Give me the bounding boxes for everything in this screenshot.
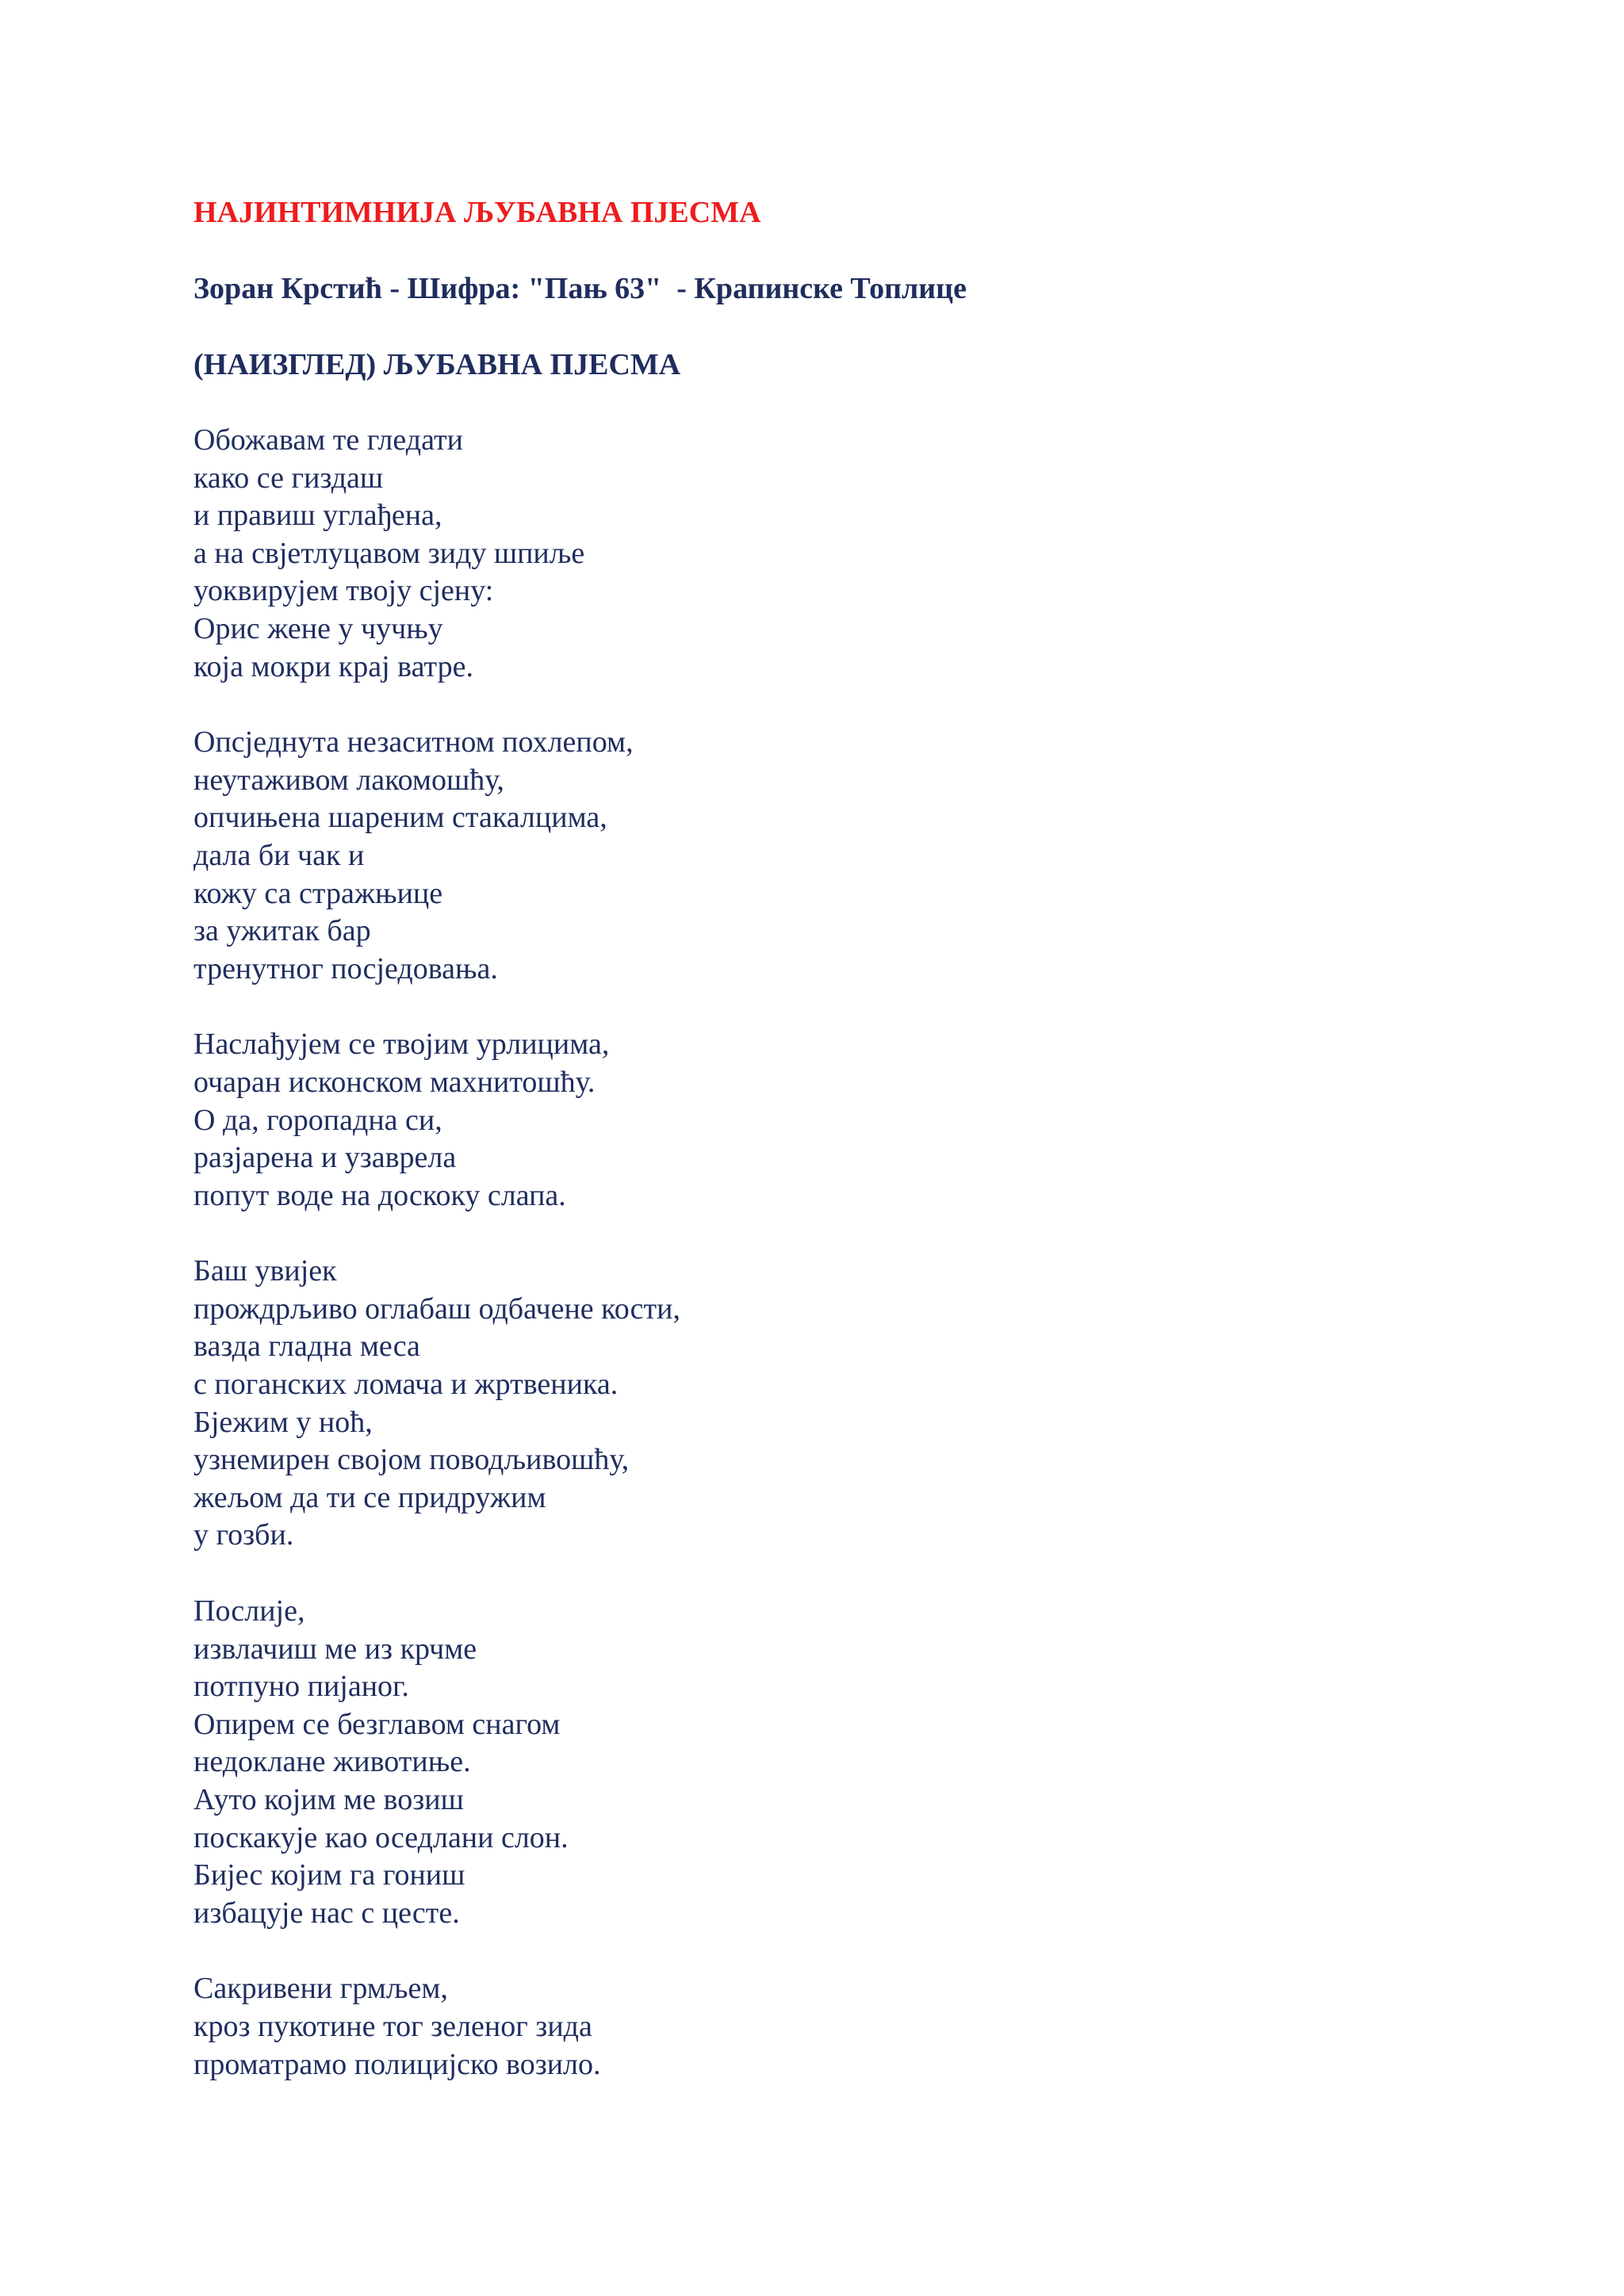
poem-line: Обожавам те гледати <box>193 423 463 457</box>
poem-line: очаран исконском махнитошћу. <box>193 1065 596 1099</box>
poem-line: неутаживом лакомошћу, <box>193 763 504 797</box>
poem-line: извлачиш ме из крчме <box>193 1632 477 1666</box>
poem-line: жељом да ти се придружим <box>193 1480 546 1514</box>
poem-line: Баш увијек <box>193 1254 337 1288</box>
poem-body <box>193 422 1462 2084</box>
poem-title: НАЈИНТИМНИЈА ЉУБАВНА ПЈЕСМА <box>193 196 761 229</box>
poem-line: узнемирен својом поводљивошћу, <box>193 1443 630 1477</box>
poem-line: Ауто којим ме возиш <box>193 1783 464 1816</box>
poem-line: поскакује као оседлани слон. <box>193 1820 569 1854</box>
document-content <box>193 193 1462 2122</box>
poem-line: с поганских ломача и жртвеника. <box>193 1368 619 1402</box>
poem-line: Бјежим у ноћ, <box>193 1405 373 1439</box>
poem-line: Сакривени грмљем, <box>193 1972 448 2006</box>
poem-line: вазда гладна меса <box>193 1330 420 1364</box>
poem-line: кроз пукотине тог зеленог зида <box>193 2009 592 2043</box>
poem-line: Опирем се безглавом снагом <box>193 1707 561 1741</box>
poem-line: Опсједнута незаситном похлепом, <box>193 725 634 760</box>
poem-line: проматрамо полицијско возило. <box>193 2047 601 2081</box>
poem-stanza <box>193 724 1462 988</box>
poem-line: О да, горопадна си, <box>193 1103 442 1137</box>
poem-line: која мокри крај ватре. <box>193 649 473 683</box>
poem-line: попут воде на доскоку слапа. <box>193 1178 566 1212</box>
poem-line: како се гиздаш <box>193 461 384 495</box>
poem-line: а на свјетлуцавом зиду шпиље <box>193 536 585 570</box>
poem-line: у гозби. <box>193 1518 294 1552</box>
poem-line: недоклане животиње. <box>193 1745 471 1779</box>
author-byline: Зоран Крстић - Шифра: "Пањ 63" - Крапинске Топлице <box>193 272 967 305</box>
poem-subtitle: (НАИЗГЛЕД) ЉУБАВНА ПЈЕСМА <box>193 348 681 381</box>
poem-line: избацује нас с цесте. <box>193 1896 460 1930</box>
poem-line: и правиш углађена, <box>193 499 442 533</box>
poem-line: Бијес којим га гониш <box>193 1858 465 1892</box>
poem-stanza <box>193 422 1462 686</box>
poem-line: опчињена шареним стакалцима, <box>193 801 607 835</box>
poem-line: потпуно пијаног. <box>193 1670 409 1704</box>
poem-line: уоквирујем твоју сјену: <box>193 574 494 608</box>
poem-stanza <box>193 1970 1462 2084</box>
poem-stanza <box>193 1593 1462 1932</box>
poem-line: тренутног посједовања. <box>193 951 498 985</box>
poem-line: Орис жене у чучњу <box>193 611 443 645</box>
poem-line: Наслађујем се твојим урлицима, <box>193 1027 610 1062</box>
poem-line: разјарена и узаврела <box>193 1141 457 1175</box>
poem-line: кожу са стражњице <box>193 876 443 910</box>
poem-line: дала би чак и <box>193 838 365 872</box>
poem-line: за ужитак бар <box>193 914 371 948</box>
poem-stanza <box>193 1253 1462 1555</box>
poem-stanza <box>193 1026 1462 1215</box>
poem-line: прождрљиво оглабаш одбачене кости, <box>193 1292 680 1326</box>
poem-line: Послије, <box>193 1594 305 1628</box>
